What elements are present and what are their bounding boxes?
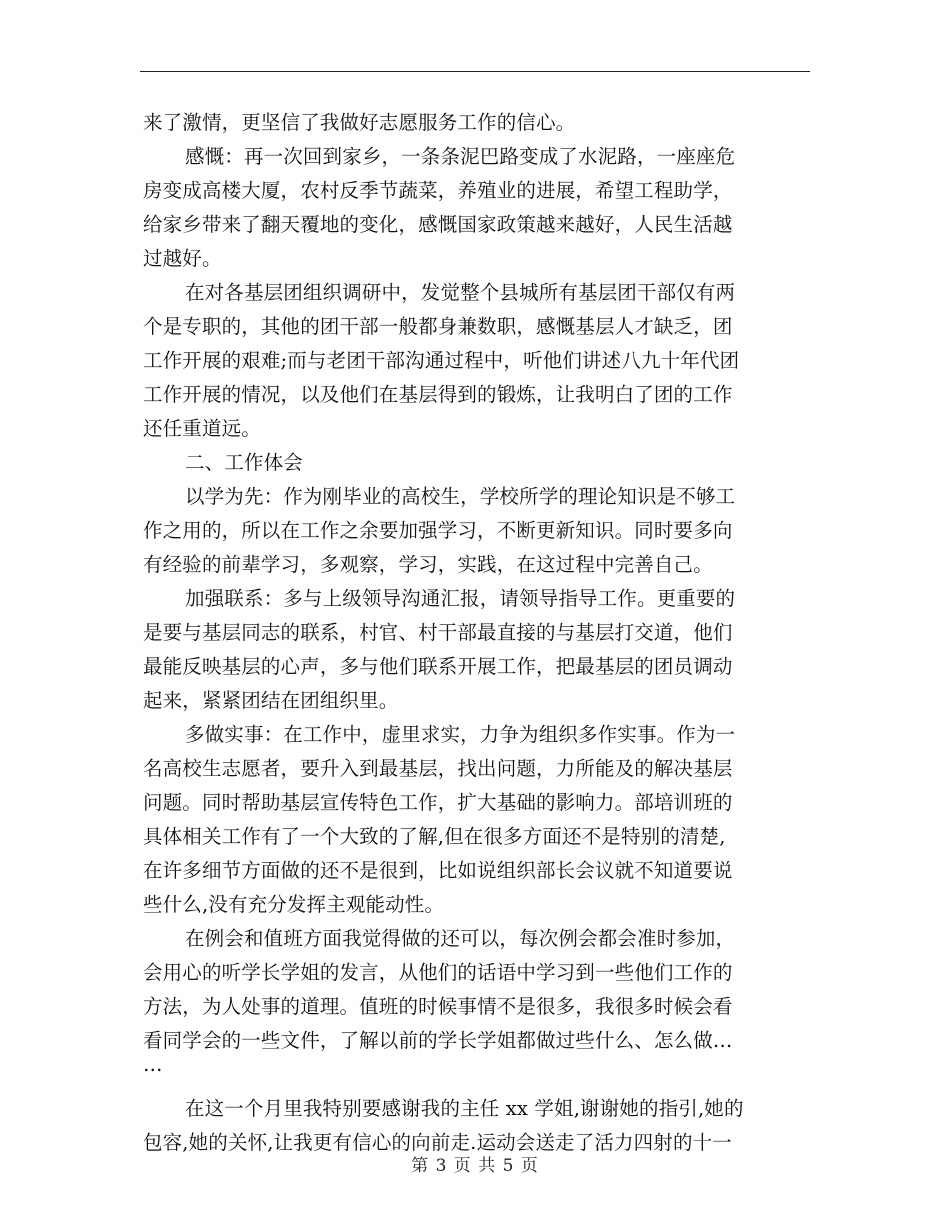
text-line: 起来，紧紧团结在团组织里。 [143,689,399,712]
text-line: 最能反映基层的心声，多与他们联系开展工作，把最基层的团员调动 [143,655,733,678]
text-line: 多做实事：在工作中，虚里求实，力争为组织多作实事。作为一 [185,723,736,746]
text-line: 在对各基层团组织调研中，发觉整个县城所有基层团干部仅有两 [185,281,736,304]
text-line: 房变成高楼大厦，农村反季节蔬菜，养殖业的进展，希望工程助学， [143,179,733,202]
text-line: 个是专职的，其他的团干部一般都身兼数职，感慨基层人才缺乏，团 [143,315,733,338]
text-line: 工作开展的艰难;而与老团干部沟通过程中，听他们讲述八九十年代团 [143,349,740,372]
text-line: 包容,她的关怀,让我更有信心的向前走.运动会送走了活力四射的十一 [143,1131,732,1154]
text-line: 来了激情，更坚信了我做好志愿服务工作的信心。 [143,111,576,134]
text-line: 名高校生志愿者，要升入到最基层，找出问题，力所能及的解决基层 [143,757,733,780]
page-number-footer: 第 3 页 共 5 页 [411,1156,539,1176]
text-line: 以学为先：作为刚毕业的高校生，学校所学的理论知识是不够工 [185,485,736,508]
text-line: 看同学会的一些文件，了解以前的学长学姐都做过些什么、怎么做… [143,1029,733,1052]
text-line: 在这一个月里我特别要感谢我的主任 xx 学姐,谢谢她的指引,她的 [185,1097,744,1120]
text-line: 过越好。 [143,247,222,270]
header-rule [140,71,810,72]
text-line: 在例会和值班方面我觉得做的还可以，每次例会都会准时参加， [185,927,736,950]
text-line: 问题。同时帮助基层宣传特色工作，扩大基础的影响力。部培训班的 [143,791,733,814]
text-line: 工作开展的情况，以及他们在基层得到的锻炼，让我明白了团的工作 [143,383,733,406]
text-line: 具体相关工作有了一个大致的了解,但在很多方面还不是特别的清楚, [143,825,726,848]
text-line: 有经验的前辈学习，多观察，学习，实践，在这过程中完善自己。 [143,553,713,576]
text-line: 方法，为人处事的道理。值班的时候事情不是很多，我很多时候会看 [143,995,733,1018]
text-line: 些什么,没有充分发挥主观能动性。 [143,893,445,916]
text-line: 加强联系：多与上级领导沟通汇报，请领导指导工作。更重要的 [185,587,736,610]
text-line: 在许多细节方面做的还不是很到，比如说组织部长会议就不知道要说 [143,859,733,882]
text-line: 感慨：再一次回到家乡，一条条泥巴路变成了水泥路，一座座危 [185,145,736,168]
text-line: 还任重道远。 [143,417,261,440]
text-line: 是要与基层同志的联系，村官、村干部最直接的与基层打交道，他们 [143,621,733,644]
section-heading: 二、工作体会 [185,451,303,474]
text-line: … [143,1053,163,1076]
text-line: 会用心的听学长学姐的发言，从他们的话语中学习到一些他们工作的 [143,961,733,984]
text-line: 作之用的，所以在工作之余要加强学习，不断更新知识。同时要多向 [143,519,733,542]
text-line: 给家乡带来了翻天覆地的变化，感慨国家政策越来越好，人民生活越 [143,213,733,236]
